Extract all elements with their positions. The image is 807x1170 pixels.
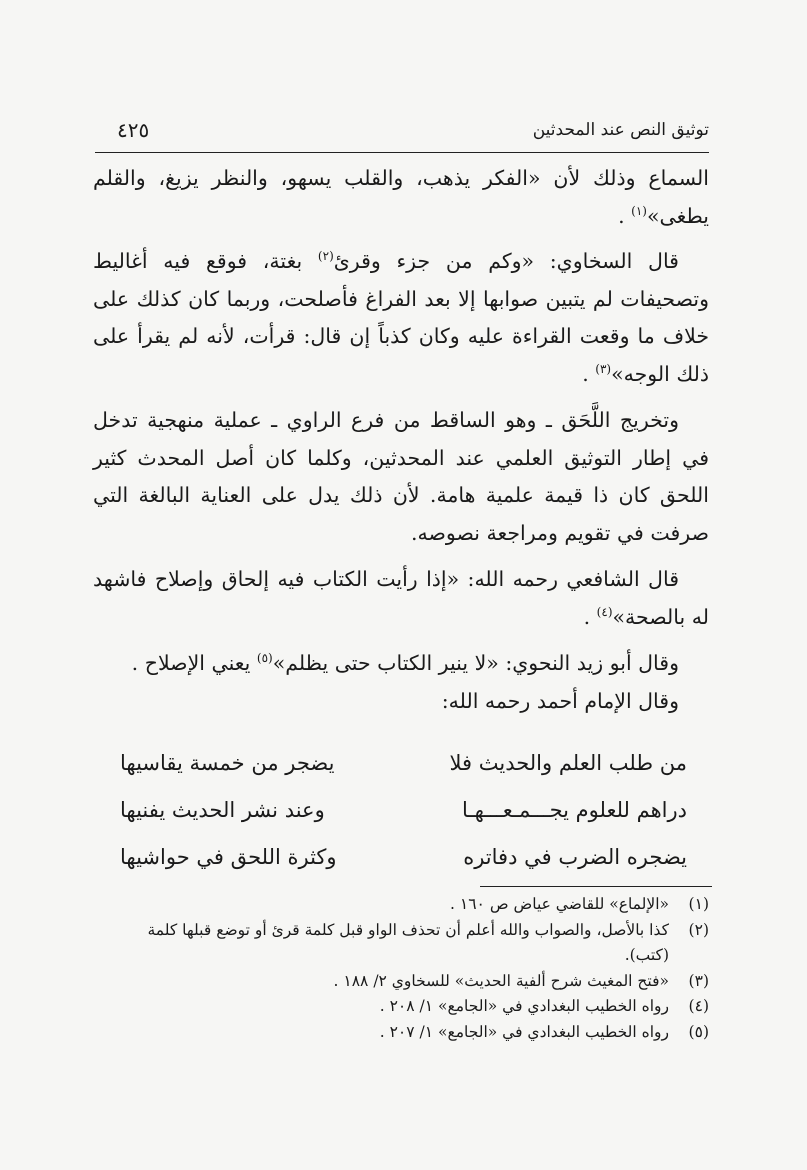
footnote-number: (١) bbox=[688, 895, 709, 913]
page-header bbox=[95, 116, 709, 153]
footnote-text: «الإلماع» للقاضي عياض ص ١٦٠ . bbox=[450, 895, 669, 913]
paragraph-5: وقال أبو زيد النحوي: «لا ينير الكتاب حتى يظلم»$^{(٥)}$ يعني الإصلاح . bbox=[131, 651, 679, 675]
verse-line bbox=[120, 787, 687, 834]
footnote-number: (٤) bbox=[688, 997, 709, 1015]
footnote-ref-5: (٥) bbox=[256, 651, 273, 666]
main-text bbox=[93, 160, 709, 720]
footnotes bbox=[95, 892, 709, 1045]
footnote-ref-4: (٤) bbox=[596, 604, 613, 619]
footnote-divider bbox=[480, 886, 712, 887]
footnote-continuation: (كتب). bbox=[624, 946, 669, 964]
footnote bbox=[95, 892, 709, 918]
footnote-text: كذا بالأصل، والصواب والله أعلم أن تحذف الواو قبل كلمة قرئ أو توضع قبلها كلمة bbox=[147, 920, 669, 939]
footnote-number: (٥) bbox=[688, 1022, 709, 1041]
footnote bbox=[95, 994, 709, 1020]
footnote-ref-1: (١) bbox=[631, 203, 647, 218]
verse-line bbox=[120, 834, 687, 881]
verse-first-hemistich: دراهم للعلوم يجـــمـعـــهـا bbox=[462, 798, 687, 822]
verse-line bbox=[120, 740, 687, 787]
verse-first-hemistich: من طلب العلم والحديث فلا bbox=[449, 751, 687, 775]
verse-first-hemistich: يضجره الضرب في دفاتره bbox=[463, 845, 687, 869]
poem bbox=[120, 740, 687, 881]
verse-second-hemistich: وعند نشر الحديث يفنيها bbox=[120, 798, 325, 822]
footnote bbox=[95, 918, 709, 944]
paragraph-1: السماع وذلك لأن «الفكر يذهب، والقلب يسهو، والنظر يزيغ، والقلم يطغى»$^{(١)}$ . bbox=[93, 166, 709, 228]
footnote-text: رواه الخطيب البغدادي في «الجامع» ١/ ٢٠٧ . bbox=[379, 1022, 669, 1041]
running-title: توثيق النص عند المحدثين bbox=[532, 120, 709, 140]
footnote-text: «فتح المغيث شرح ألفية الحديث» للسخاوي ٢/ ١٨٨ . bbox=[333, 971, 669, 990]
footnote bbox=[95, 1020, 709, 1046]
paragraph-2: قال السخاوي: «وكم من جزء وقرئ$^{(٢)}$ بغتة، فوقع فيه أغاليط وتصحيفات لم يتبين صوابها إلا بعد الفراغ فأصلحت، وربما كان كذلك على خلاف ما وقعت القراءة عليه وكان كذباً إن قال: قرأت، لأنه لم يقرأ على ذلك الوجه»$^{(٣)}$ . bbox=[93, 249, 709, 386]
paragraph-6: وقال الإمام أحمد رحمه الله: bbox=[441, 688, 679, 713]
paragraph-3: وتخريج اللَّحَق ـ وهو الساقط من فرع الراوي ـ عملية منهجية تدخل في إطار التوثيق العلمي عند المحدثين، وكلما كان أصل المحدث كثير اللحق كان ذا قيمة علمية هامة. لأن ذلك يدل على العناية البالغة التي صرفت في تقويم ومراجعة نصوصه. bbox=[93, 408, 709, 545]
footnote-ref-2: (٢) bbox=[317, 249, 334, 264]
footnote-number: (٢) bbox=[688, 920, 709, 939]
page-number: ٤٢٥ bbox=[117, 118, 150, 142]
verse-second-hemistich: وكثرة اللحق في حواشيها bbox=[120, 845, 337, 869]
footnote-ref-3: (٣) bbox=[595, 361, 612, 376]
verse-second-hemistich: يضجر من خمسة يقاسيها bbox=[120, 751, 335, 775]
footnote-text: رواه الخطيب البغدادي في «الجامع» ١/ ٢٠٨ . bbox=[379, 997, 669, 1015]
footnote-number: (٣) bbox=[688, 971, 709, 990]
paragraph-4: قال الشافعي رحمه الله: «إذا رأيت الكتاب فيه إلحاق وإصلاح فاشهد له بالصحة»$^{(٤)}$ . bbox=[93, 567, 709, 629]
footnote bbox=[95, 969, 709, 995]
